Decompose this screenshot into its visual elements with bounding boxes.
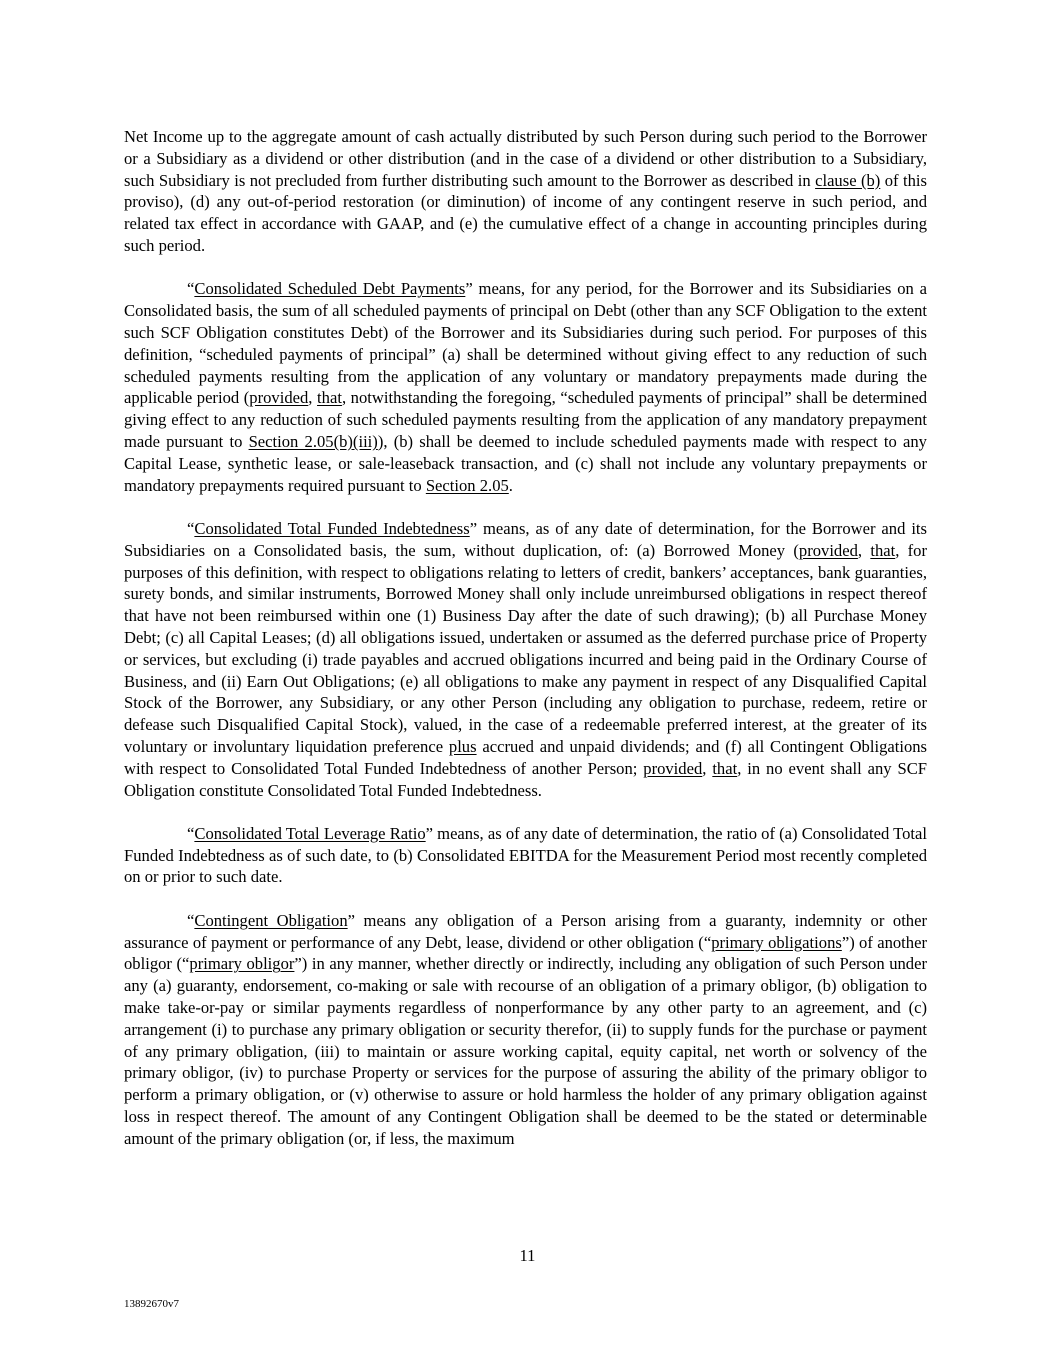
underlined-term: that [317, 388, 342, 408]
text-segment: , for purposes of this definition, with respect to obligations relating to letters of credit, bankers’ acceptances, bank guaranties, surety bonds, and similar instruments, Borrowed Money shall only include unreimbursed obligations in respect thereof that have not been reimbursed within one (1) Business Day after the date of such drawing); (b) all Purchase Money Debt; (c) all Capital Leases; (d) all obligations issued, undertaken or assumed as the deferred purchase price of Property or services, but excluding (i) trade payables and accrued obligations incurred and being paid in the Ordinary Course of Business, and (ii) Earn Out Obligations; (e) all obligations to make any payment in respect of any Disqualified Capital Stock of the Borrower, any Subsidiary, or any other Person (including any obligation to purchase, redeem, retire or defease such Disqualified Capital Stock), valued, in the case of a redeemable preferred interest, at the greater of its voluntary or involuntary liquidation preference [124, 540, 928, 756]
paragraph-net-income-continuation [124, 126, 927, 257]
page-number: 11 [519, 1246, 536, 1265]
underlined-term: that [712, 758, 738, 778]
text-segment: “ [187, 823, 195, 843]
definition-consolidated-total-funded-indebtedness [124, 518, 927, 801]
underlined-term: Consolidated Total Funded Indebtedness [194, 518, 470, 538]
text-segment: ”) in any manner, whether directly or indirectly, including any obligation of such Person under any (a) guaranty, endorsement, co-making or sale with recourse of an obligation of a primary obligor, (b) obligation to make take-or-pay or similar payments regardless of nonperformance by any other party to an agreement, and (c) arrangement (i) to purchase any primary obligation or security therefor, (ii) to supply funds for the purchase or payment of any primary obligation, (iii) to maintain or assure working capital, equity capital, net worth or solvency of the primary obligor, (iv) to purchase Property or services for the purpose of assuring the ability of the primary obligor to perform a primary obligation, or (v) otherwise to assure or hold harmless the holder of any primary obligation against loss in respect thereof. The amount of any Contingent Obligation shall be deemed to be the stated or determinable amount of the primary obligation (or, if less, the maximum [124, 954, 927, 1148]
underlined-term: provided [798, 540, 858, 560]
text-segment: , [857, 540, 871, 560]
text-segment: “ [187, 910, 195, 930]
definition-contingent-obligation [124, 910, 927, 1150]
underlined-term: Section 2.05(b)(iii) [248, 431, 378, 451]
underlined-term: provided [249, 388, 309, 408]
text-segment: ), (b) shall be deemed to include scheduled payments made with respect to any Capital Lease, synthetic lease, or sale-leaseback transaction, and (c) shall not include any voluntary prepayments or mandatory prepayments required pursuant to [124, 431, 927, 495]
text-segment: of this proviso), (d) any out-of-period restoration (or diminution) of income of any contingent reserve in such period, and related tax effect in accordance with GAAP, and (e) the cumulative effect of a change in accounting principles during such period. [124, 170, 927, 255]
text-segment: , [308, 388, 318, 408]
text-segment: ” means, for any period, for the Borrower and its Subsidiaries on a Consolidated basis, the sum of all scheduled payments of principal on Debt (other than any SCF Obligation to the extent such SCF Obligation constitutes Debt) of the Borrower and its Subsidiaries during such period. For purposes of this definition, “scheduled payments of principal” (a) shall be determined without giving effect to any reduction of such scheduled payments resulting from the application of any voluntary or mandatory prepayments made during the applicable period ( [124, 279, 927, 408]
text-segment: ” means, as of any date of determination, the ratio of (a) Consolidated Total Funded Indebtedness as of such date, to (b) Consolidated EBITDA for the Measurement Period most recently completed on or prior to such date. [124, 823, 927, 887]
underlined-term: Contingent Obligation [194, 910, 348, 930]
underlined-term: provided [643, 758, 703, 778]
text-segment: ” means any obligation of a Person arising from a guaranty, indemnity or other assurance of payment or performance of any Debt, lease, dividend or other obligation (“ [124, 910, 927, 952]
text-segment: “ [187, 518, 195, 538]
underlined-term: that [870, 540, 896, 560]
text-segment: , [702, 758, 713, 778]
underlined-term: Section 2.05 [425, 475, 509, 495]
underlined-term: plus [448, 736, 477, 756]
underlined-term: primary obligor [189, 954, 295, 974]
text-segment: Net Income up to the aggregate amount of cash actually distributed by such Person during such period to the Borrower or a Subsidiary as a dividend or other distribution (and in the case of a dividend or other distribution to a Subsidiary, such Subsidiary is not precluded from further distributing such amount to the Borrower as described in [124, 127, 927, 190]
underlined-term: clause (b) [815, 170, 881, 190]
underlined-term: Consolidated Scheduled Debt Payments [194, 279, 466, 299]
underlined-term: primary obligations [711, 932, 842, 952]
text-segment: accrued and unpaid dividends; and (f) all Contingent Obligations with respect to Consolidated Total Funded Indebtedness of another Person; [124, 736, 928, 778]
underlined-term: Consolidated Total Leverage Ratio [194, 823, 426, 843]
definition-consolidated-scheduled-debt-payments [124, 278, 927, 496]
definition-consolidated-total-leverage-ratio [124, 823, 927, 888]
text-segment: , notwithstanding the foregoing, “scheduled payments of principal” shall be determined giving effect to any reduction of such scheduled payments resulting from the application of any mandatory prepayment made pursuant to [124, 388, 928, 451]
text-segment: ” means, as of any date of determination, for the Borrower and its Subsidiaries on a Consolidated basis, the sum, without duplication, of: (a) Borrowed Money ( [124, 518, 927, 560]
document-id: 13892670v7 [124, 1298, 179, 1310]
document-body [124, 126, 927, 1171]
text-segment: , in no event shall any SCF Obligation constitute Consolidated Total Funded Indebtedness. [124, 758, 927, 800]
text-segment: ”) of another obligor (“ [124, 932, 927, 974]
text-segment: . [508, 475, 513, 495]
text-segment: “ [187, 279, 195, 299]
